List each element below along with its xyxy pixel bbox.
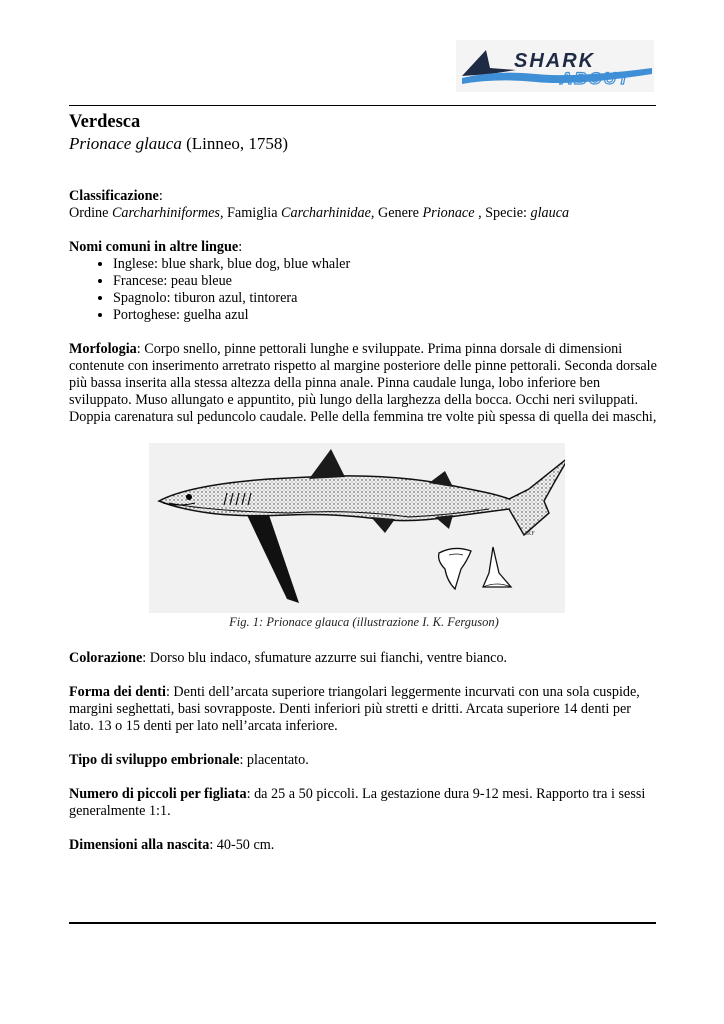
- classification-section: [69, 188, 659, 222]
- pectoral-fin: [247, 515, 299, 603]
- coloration-label: Colorazione: [69, 650, 143, 666]
- genus-prefix: , Genere: [370, 205, 423, 221]
- first-dorsal-fin: [309, 449, 345, 479]
- lower-tooth-drawing: [483, 547, 511, 587]
- family-prefix: , Famiglia: [219, 205, 282, 221]
- pelvic-fin: [371, 517, 395, 533]
- anal-fin: [435, 515, 453, 529]
- figure-caption: Fig. 1: Prionace glauca (illustrazione I. K. Ferguson): [229, 615, 499, 629]
- scientific-name: Prionace glauca: [69, 134, 182, 153]
- genus-value: Prionace: [422, 205, 475, 221]
- birth-size-text: : 40-50 cm.: [209, 837, 275, 853]
- shark-drawing: [149, 443, 565, 613]
- list-item: • Spagnolo: tiburon azul, tintorera: [113, 290, 659, 307]
- common-names-colon: :: [238, 239, 243, 255]
- litter-text: : da 25 a 50 piccoli. La gestazione dura 9-12 mesi. Rapporto tra i sessi generalmente 1:1.: [69, 786, 646, 819]
- development-section: [69, 752, 659, 769]
- page-title: Verdesca: [69, 112, 141, 132]
- bottom-rule: [69, 922, 656, 924]
- shark-about-logo: [456, 40, 654, 92]
- top-rule: [69, 105, 656, 106]
- logo-line2: ABOUT: [560, 69, 631, 88]
- classification-label: Classificazione: [69, 188, 159, 204]
- common-names-label: Nomi comuni in altre lingue: [69, 239, 239, 255]
- coloration-text: : Dorso blu indaco, sfumature azzurre sui fianchi, ventre bianco.: [142, 650, 508, 666]
- list-item: • Francese: peau bleue: [113, 273, 659, 290]
- order-value: Carcharhiniformes: [111, 205, 220, 221]
- morphology-section: [69, 341, 659, 426]
- document-body: [69, 112, 659, 871]
- teeth-label: Forma dei denti: [69, 684, 166, 700]
- family-value: Carcharhinidae: [281, 205, 371, 221]
- figure: [69, 443, 659, 630]
- morphology-text: : Corpo snello, pinne pettorali lunghe e sviluppate. Prima pinna dorsale di dimensioni contenute con inserimento arretrato rispetto al margine posteriore delle pinne pettorali. Seconda dorsale più bassa inserita alla stessa altezza della pinna anale. Pinna caudale lunga, lobo inferiore ben sviluppato. Muso allungato e appuntito, più lungo della larghezza della bocca. Occhi neri sviluppati. Doppia carenatura sul peduncolo caudale. Pelle della femmina tre volte più spessa di quella dei maschi,: [69, 341, 657, 425]
- order-prefix: Ordine: [69, 205, 112, 221]
- shark-illustration: [149, 443, 565, 613]
- page-subtitle: [69, 133, 659, 154]
- morphology-label: Morfologia: [69, 341, 137, 357]
- development-text: : placentato.: [239, 752, 309, 768]
- species-value: glauca: [530, 205, 570, 221]
- svg-text:IKF: IKF: [525, 531, 535, 537]
- common-names-list: [69, 256, 659, 324]
- list-item: • Inglese: blue shark, blue dog, blue whaler: [113, 256, 659, 273]
- classification-colon: :: [158, 188, 163, 204]
- development-label: Tipo di sviluppo embrionale: [69, 752, 240, 768]
- teeth-text: : Denti dell’arcata superiore triangolari leggermente incurvati con una sola cuspide, margini seghettati, basi sovrapposte. Denti inferiori più stretti e dritti. Arcata superiore 14 denti per lato. 13 o 15 denti per lato nell’arcata inferiore.: [69, 684, 640, 734]
- species-author: (Linneo, 1758): [181, 134, 289, 153]
- logo-line1: SHARK: [514, 50, 596, 72]
- shark-eye: [186, 494, 192, 500]
- shark-body: [159, 457, 565, 535]
- species-prefix: , Specie:: [474, 205, 531, 221]
- litter-section: [69, 786, 659, 820]
- birth-size-label: Dimensioni alla nascita: [69, 837, 210, 853]
- common-names-section: [69, 239, 659, 324]
- teeth-section: [69, 684, 659, 735]
- litter-label: Numero di piccoli per figliata: [69, 786, 247, 802]
- upper-tooth-drawing: [439, 548, 471, 589]
- birth-size-section: [69, 837, 659, 854]
- coloration-section: [69, 650, 659, 667]
- list-item: • Portoghese: guelha azul: [113, 307, 659, 324]
